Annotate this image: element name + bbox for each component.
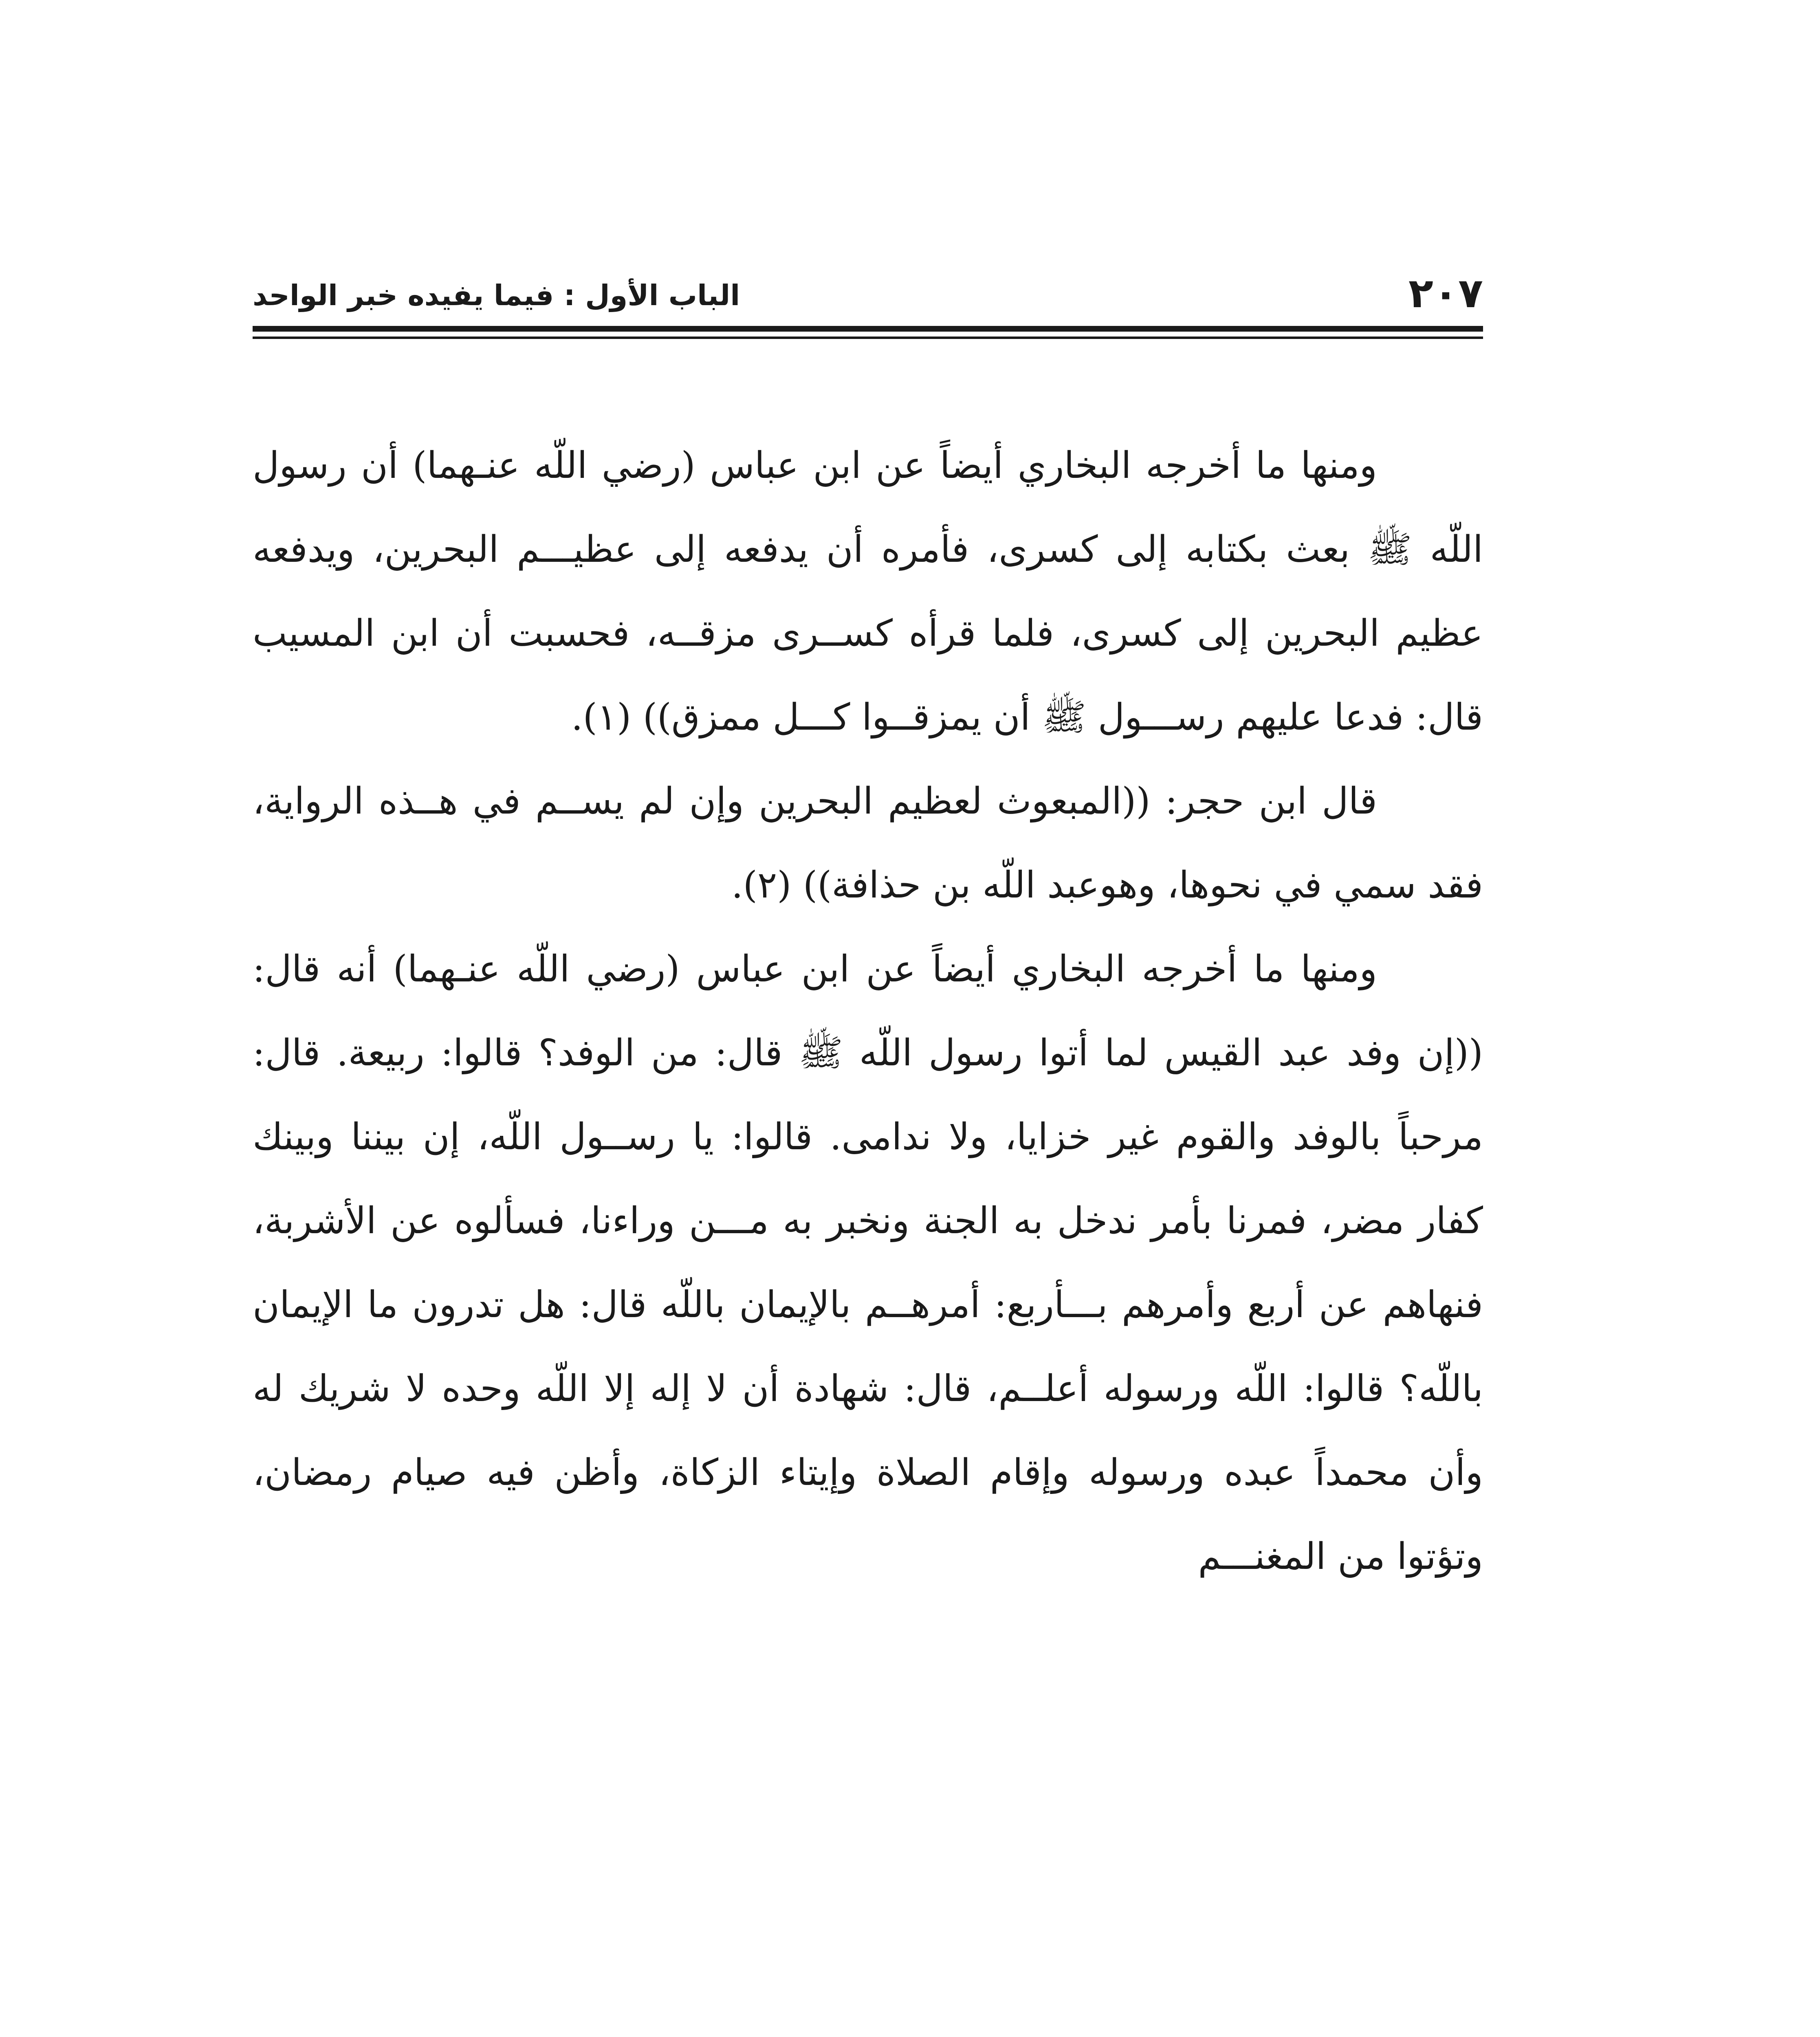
- page-header: [253, 269, 1483, 318]
- page-number: ٢٠٧: [1408, 269, 1483, 317]
- paragraph-3: ومنها ما أخرجه البخاري أيضاً عن ابن عباس (رضي اللّه عنـهما) أنه قال: ((إن وفد عبد القيس لما أتوا رسول اللّه ﷺ قال: من الوفد؟ قالوا: ربيعة. قال: مرحباً بالوفد والقوم غير خزايا، ولا ندامى. قالوا: يا رســول اللّه، إن بيننا وبينك كفار مضر، فمرنا بأمر ندخل به الجنة ونخبر به مـــن وراءنا، فسألوه عن الأشربة، فنهاهم عن أربع وأمرهم بـــأربع: أمرهــم بالإيمان باللّه قال: هل تدرون ما الإيمان باللّه؟ قالوا: اللّه ورسوله أعلــم، قال: شهادة أن لا إله إلا اللّه وحده لا شريك له وأن محمداً عبده ورسوله وإقام الصلاة وإيتاء الزكاة، وأظن فيه صيام رمضان، وتؤتوا من المغنـــم: [253, 948, 1483, 1578]
- header-rule-thick: [253, 326, 1483, 332]
- body-text: [253, 424, 1483, 1599]
- paragraph-1: ومنها ما أخرجه البخاري أيضاً عن ابن عباس (رضي اللّه عنـهما) أن رسول اللّه ﷺ بعث بكتابه إلى كسرى، فأمره أن يدفعه إلى عظيـــم البحرين، ويدفعه عظيم البحرين إلى كسرى، فلما قرأه كســرى مزقــه، فحسبت أن ابن المسيب قال: فدعا عليهم رســـول ﷺ أن يمزقــوا كـــل ممزق)) (١).: [253, 444, 1483, 739]
- header-rule-thin: [253, 337, 1483, 339]
- paragraph-2: قال ابن حجر: ((المبعوث لعظيم البحرين وإن لم يســم في هــذه الرواية، فقد سمي في نحوها، وهوعبد اللّه بن حذافة)) (٢).: [253, 780, 1483, 906]
- running-title: الباب الأول : فيما يفيده خبر الواحد: [253, 279, 740, 312]
